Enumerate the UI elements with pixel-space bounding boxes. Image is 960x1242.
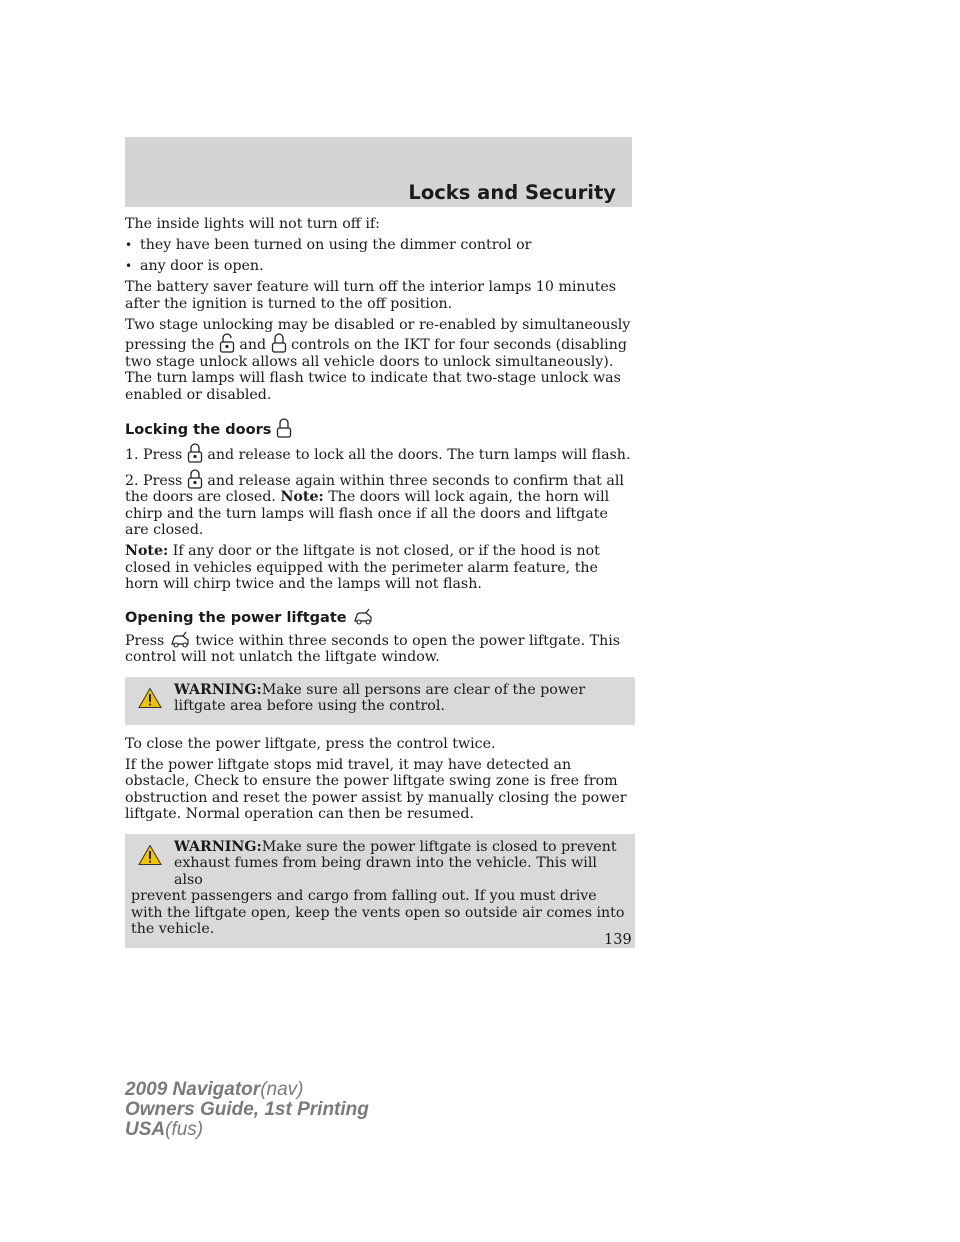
list-item	[125, 237, 635, 254]
liftgate-icon	[352, 608, 374, 626]
warning-triangle-icon	[138, 844, 162, 866]
page-content	[125, 216, 635, 948]
bullet-text: any door is open.	[140, 258, 264, 275]
footer-model: 2009 Navigator	[125, 1079, 261, 1100]
step-text: and release again within three seconds to confirm that all the doors are closed.	[125, 472, 624, 506]
bullet-icon: •	[125, 238, 133, 253]
locking-note	[125, 543, 635, 593]
step-prefix: 1. Press	[125, 447, 183, 464]
warning-text	[131, 839, 627, 889]
unlock-icon	[219, 333, 235, 353]
footer-model-code: (nav)	[260, 1079, 304, 1100]
liftgate-press	[125, 631, 635, 666]
warning-box-2	[125, 834, 635, 948]
locking-step-1	[125, 443, 635, 464]
lock-icon	[187, 443, 203, 463]
lock-icon	[276, 418, 292, 438]
locking-heading	[125, 418, 635, 439]
warning-body: Make sure all persons are clear of the power liftgate area before using the control.	[174, 681, 586, 715]
liftgate-heading-text: Opening the power liftgate	[125, 609, 347, 626]
warning-text	[131, 682, 627, 715]
warning-body: exhaust fumes from being drawn into the vehicle. This will also	[174, 855, 597, 888]
warning-box-1	[125, 677, 635, 725]
two-stage-pressing: pressing the	[125, 337, 215, 354]
press-label: Press	[125, 632, 165, 649]
note-label: Note:	[280, 489, 324, 506]
note-text: The doors will lock again, the horn will chirp and the turn lamps will flash once if all the doors and liftgate are closed.	[125, 489, 610, 539]
footer-region: USA	[125, 1119, 166, 1140]
press-text: twice within three seconds to open the power liftgate. This control will not unlatch the liftgate window.	[125, 632, 621, 666]
list-item	[125, 258, 635, 275]
page-number: 139	[604, 932, 632, 948]
warning-label: WARNING:	[174, 838, 262, 855]
section-header	[125, 137, 632, 207]
two-stage-line1: Two stage unlocking may be disabled or re-enabled by simultaneously	[125, 316, 631, 333]
bullet-text: they have been turned on using the dimmer control or	[140, 237, 532, 254]
step-text: and release to lock all the doors. The turn lamps will flash.	[207, 447, 631, 464]
warning-text-cont: prevent passengers and cargo from falling out. If you must drive with the liftgate open, keep the vents open so outside air comes into the vehicle.	[131, 888, 625, 938]
liftgate-icon	[169, 631, 191, 649]
note-label: Note:	[125, 543, 169, 560]
warning-triangle-icon	[138, 687, 162, 709]
two-stage-paragraph	[125, 317, 635, 404]
footer-guide: Owners Guide, 1st Printing	[125, 1099, 369, 1120]
two-stage-and: and	[239, 337, 267, 354]
liftgate-heading	[125, 608, 635, 627]
intro-text: The inside lights will not turn off if:	[125, 216, 380, 232]
lock-icon	[187, 469, 203, 489]
bullet-icon: •	[125, 259, 133, 274]
close-liftgate-text: To close the power liftgate, press the control twice.	[125, 735, 496, 752]
section-title: Locks and Security	[408, 181, 616, 204]
warning-label: WARNING:	[174, 681, 262, 698]
battery-saver-text: The battery saver feature will turn off the interior lamps 10 minutes after the ignition is turned to the off position.	[125, 279, 617, 312]
step-prefix: 2. Press	[125, 472, 183, 489]
footer-region-code: (fus)	[165, 1119, 204, 1140]
warning-body: Make sure the power liftgate is closed to prevent	[261, 838, 617, 855]
locking-step-2	[125, 469, 635, 539]
two-stage-rest: controls on the IKT for four seconds (disabling two stage unlock allows all vehicle doors to unlock simultaneously). The turn lamps will flash twice to indicate that two-stage unlock was enabled or disabled.	[125, 337, 627, 403]
locking-heading-text: Locking the doors	[125, 422, 272, 439]
lock-icon	[271, 333, 287, 353]
note-text: If any door or the liftgate is not closed, or if the hood is not closed in vehicles equipped with the perimeter alarm feature, the horn will chirp twice and the lamps will not flash.	[125, 543, 600, 593]
liftgate-stops-text: If the power liftgate stops mid travel, it may have detected an obstacle, Check to ensure the power liftgate swing zone is free from obstruction and reset the power assist by manually closing the power liftgate. Normal operation can then be resumed.	[125, 756, 627, 823]
footer	[125, 1080, 369, 1140]
